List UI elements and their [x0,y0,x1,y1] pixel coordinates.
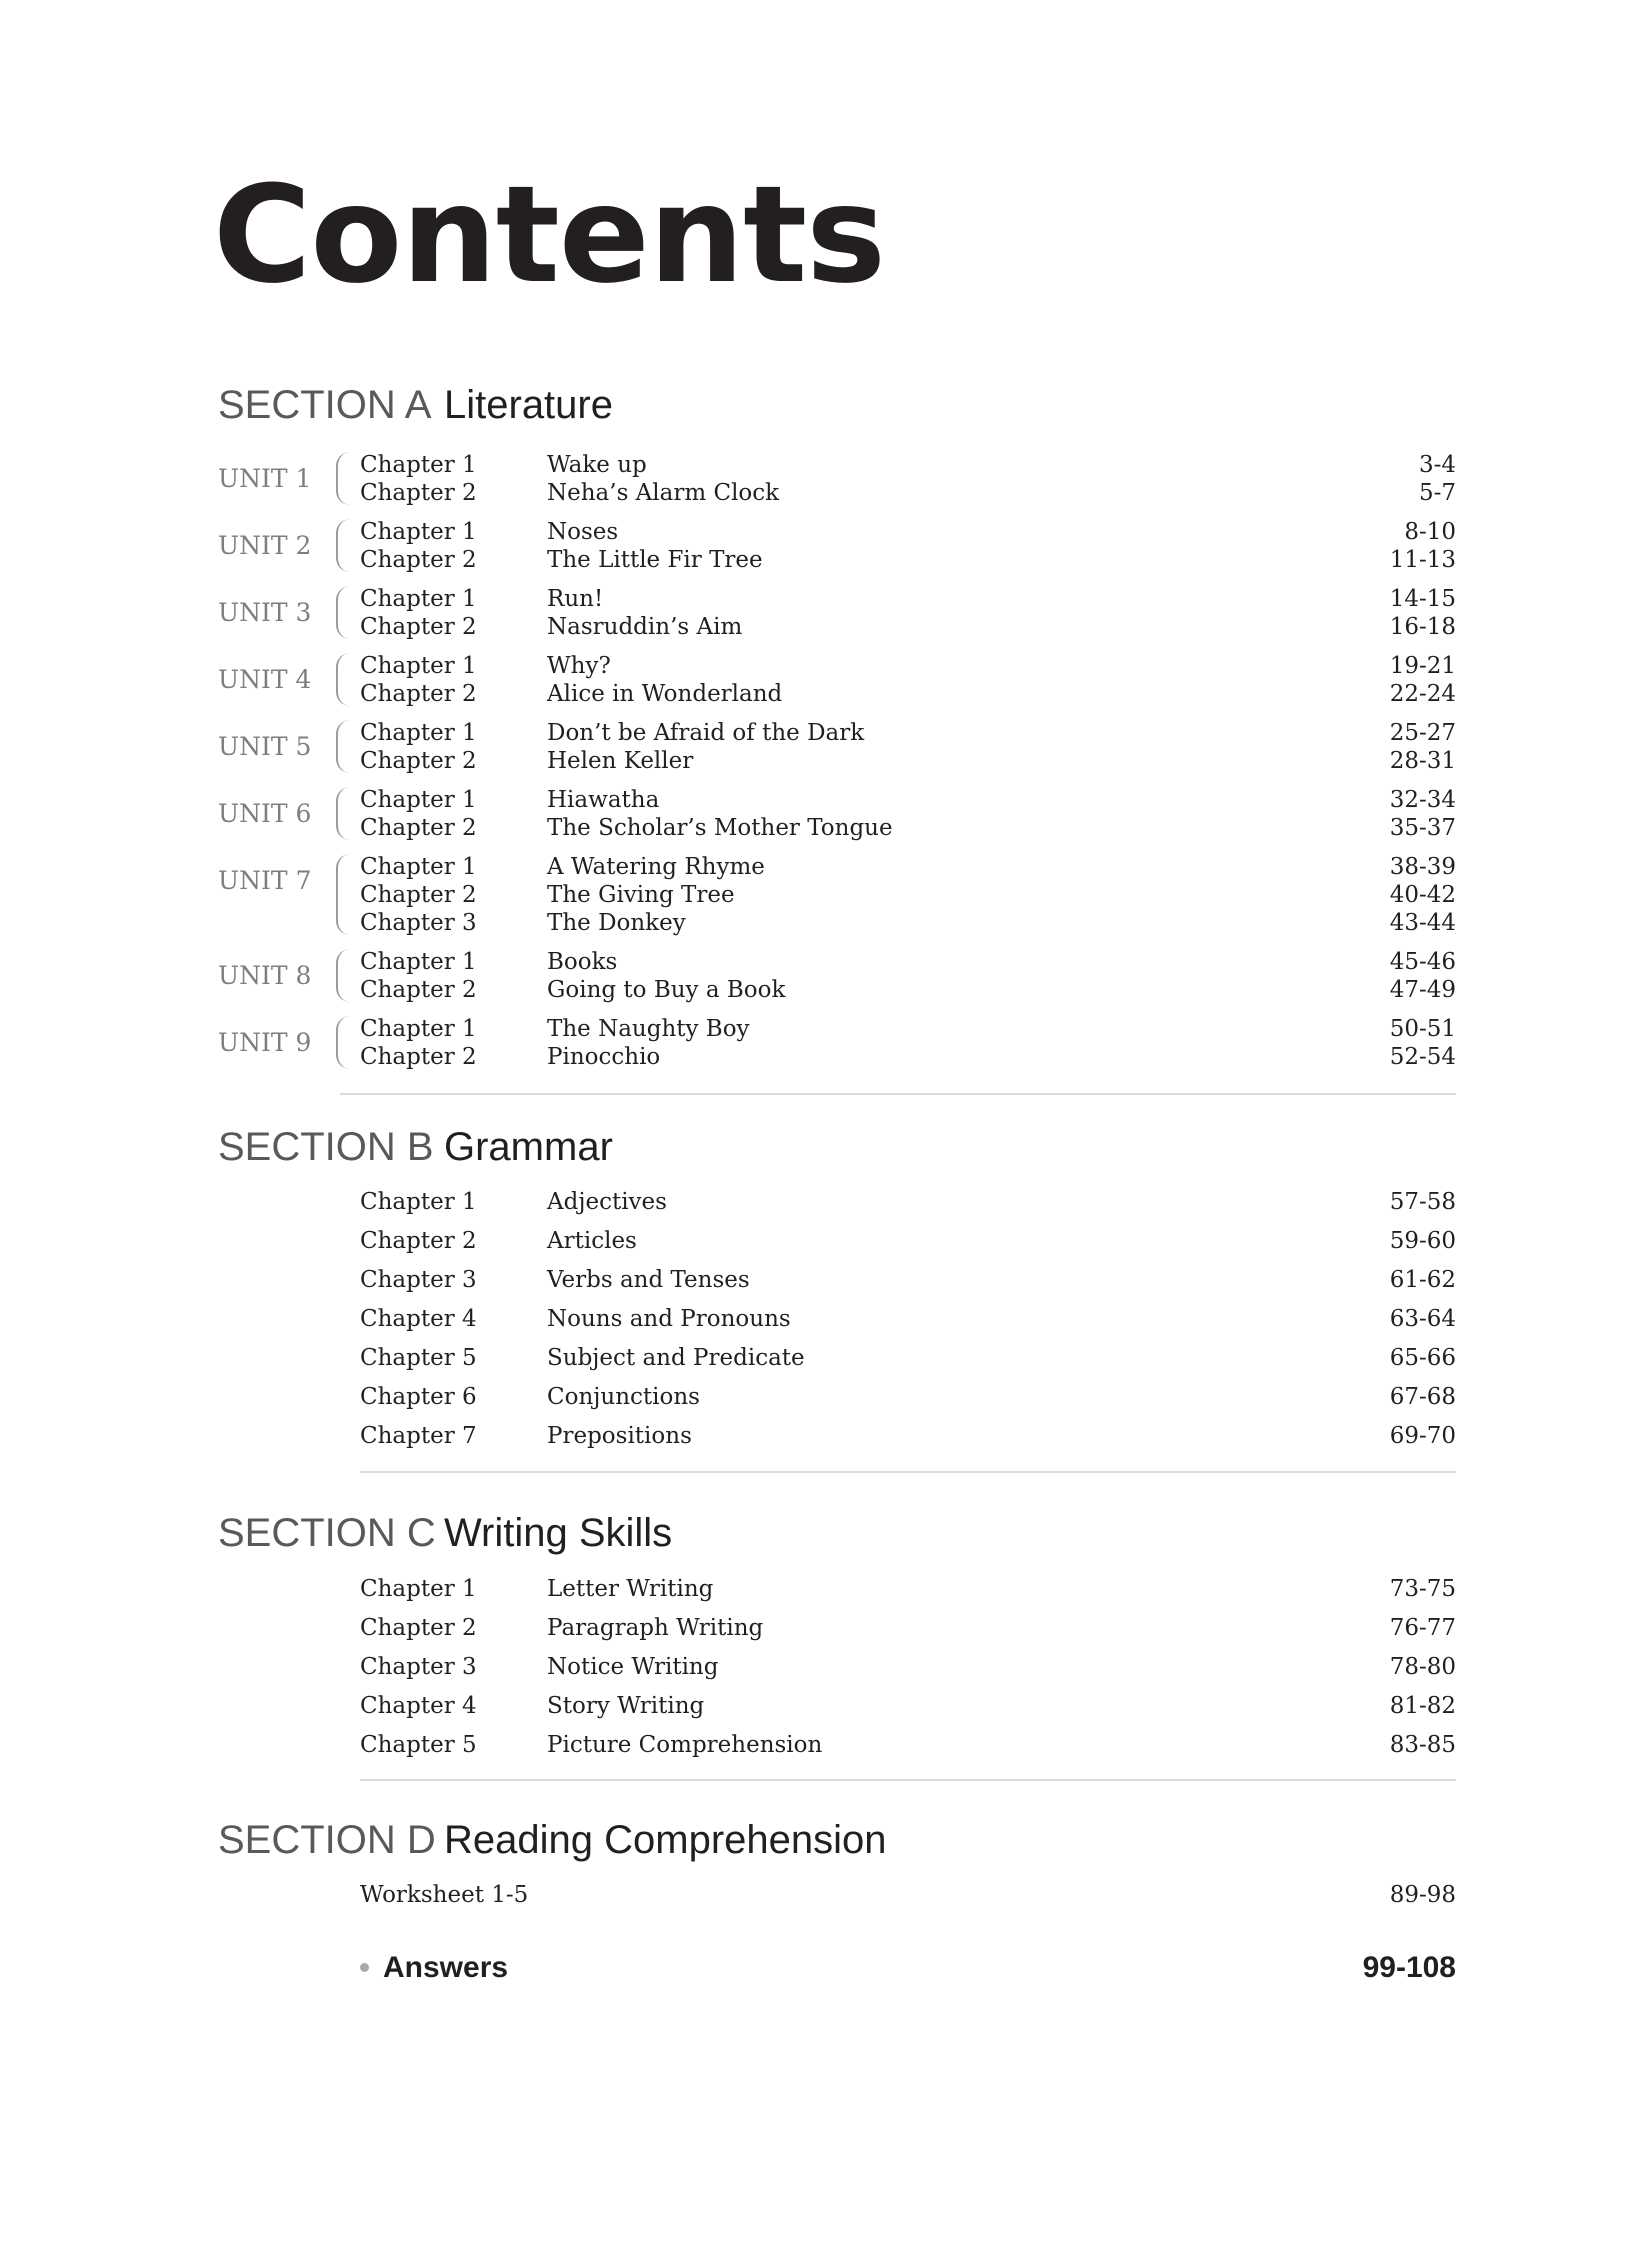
chapter-title: The Donkey [547,910,686,936]
chapter-title: Books [547,949,618,975]
chapter-title: Verbs and Tenses [547,1267,750,1293]
page-range: 63-64 [1389,1306,1456,1332]
page-range: 78-80 [1389,1654,1456,1680]
unit-brace [336,720,356,773]
page-range: 14-15 [1389,586,1456,612]
page-range: 83-85 [1389,1732,1456,1758]
chapter-number: Chapter 1 [360,653,477,679]
page-range: 76-77 [1389,1615,1456,1641]
toc-row [360,948,1456,976]
section-label: SECTION D [218,1818,436,1862]
chapter-title: Nasruddin’s Aim [547,614,743,640]
chapter-title: Helen Keller [547,748,694,774]
chapter-number: Chapter 2 [360,1044,477,1070]
toc-row [360,814,1456,842]
page-range: 19-21 [1389,653,1456,679]
chapter-title: The Little Fir Tree [547,547,763,573]
answers-page-range: 99-108 [1362,1951,1456,1984]
section-name: Grammar [444,1125,613,1169]
unit-label: UNIT 9 [218,1028,312,1057]
unit-label: UNIT 3 [218,598,312,627]
section-divider [360,1471,1456,1473]
page-range: 32-34 [1389,787,1456,813]
unit-label: UNIT 4 [218,665,312,694]
chapter-number: Chapter 2 [360,681,477,707]
unit-label: UNIT 6 [218,799,312,828]
chapter-title: Pinocchio [547,1044,661,1070]
unit-label: UNIT 8 [218,961,312,990]
toc-row [360,585,1456,613]
chapter-title: Why? [547,653,611,679]
chapter-title: Subject and Predicate [547,1345,805,1371]
page-range: 47-49 [1389,977,1456,1003]
toc-row [360,479,1456,507]
chapter-title: Conjunctions [547,1384,700,1410]
chapter-number: Chapter 1 [360,787,477,813]
toc-row [360,1731,1456,1759]
unit-label: UNIT 1 [218,464,312,493]
chapter-number: Chapter 6 [360,1384,477,1410]
chapter-title: Going to Buy a Book [547,977,786,1003]
toc-row [360,451,1456,479]
chapter-number: Chapter 1 [360,452,477,478]
toc-row [360,1227,1456,1255]
page-range: 45-46 [1389,949,1456,975]
page-range: 35-37 [1389,815,1456,841]
chapter-number: Chapter 2 [360,1228,477,1254]
page-range: 3-4 [1418,452,1456,478]
section-c-heading [218,1506,672,1560]
chapter-number: Chapter 2 [360,882,477,908]
chapter-number: Chapter 2 [360,547,477,573]
chapter-number: Chapter 1 [360,720,477,746]
toc-row [360,1614,1456,1642]
page-range: 16-18 [1389,614,1456,640]
page-range: 22-24 [1389,681,1456,707]
unit-brace [336,854,356,935]
chapter-number: Chapter 2 [360,815,477,841]
page-range: 43-44 [1389,910,1456,936]
chapter-number: Chapter 5 [360,1345,477,1371]
section-label: SECTION A [218,383,432,427]
chapter-number: Chapter 2 [360,614,477,640]
worksheet-label: Worksheet 1-5 [360,1882,529,1908]
section-name: Writing Skills [444,1511,673,1555]
unit-brace [336,586,356,639]
page-range: 28-31 [1389,748,1456,774]
toc-row [360,680,1456,708]
page-range: 67-68 [1389,1384,1456,1410]
chapter-title: Noses [547,519,619,545]
toc-row [360,1881,1456,1909]
chapter-number: Chapter 2 [360,1615,477,1641]
page-range: 52-54 [1389,1044,1456,1070]
unit-brace [336,949,356,1002]
chapter-number: Chapter 1 [360,1576,477,1602]
chapter-number: Chapter 2 [360,977,477,1003]
toc-row [360,1383,1456,1411]
page-range: 50-51 [1389,1016,1456,1042]
toc-row [360,1692,1456,1720]
unit-label: UNIT 2 [218,531,312,560]
page-range: 40-42 [1389,882,1456,908]
section-divider [360,1779,1456,1781]
chapter-number: Chapter 3 [360,1267,477,1293]
chapter-title: Wake up [547,452,647,478]
page-range: 81-82 [1389,1693,1456,1719]
chapter-title: Story Writing [547,1693,705,1719]
chapter-number: Chapter 2 [360,480,477,506]
toc-row [360,1188,1456,1216]
chapter-title: Neha’s Alarm Clock [547,480,780,506]
page-range: 38-39 [1389,854,1456,880]
unit-brace [336,787,356,840]
unit-label: UNIT 5 [218,732,312,761]
chapter-title: Don’t be Afraid of the Dark [547,720,865,746]
page-title: Contents [213,157,885,313]
answers-label: Answers [383,1951,509,1984]
chapter-number: Chapter 2 [360,748,477,774]
chapter-title: Adjectives [547,1189,667,1215]
section-d-heading [218,1813,887,1867]
chapter-title: Run! [547,586,604,612]
page-range: 65-66 [1389,1345,1456,1371]
chapter-number: Chapter 1 [360,1189,477,1215]
toc-row [360,1043,1456,1071]
chapter-title: Picture Comprehension [547,1732,823,1758]
chapter-title: Nouns and Pronouns [547,1306,791,1332]
toc-row [360,976,1456,1004]
section-divider [340,1093,1456,1095]
page-range: 25-27 [1389,720,1456,746]
chapter-number: Chapter 4 [360,1693,477,1719]
chapter-number: Chapter 5 [360,1732,477,1758]
section-label: SECTION B [218,1125,434,1169]
chapter-number: Chapter 4 [360,1306,477,1332]
chapter-title: Prepositions [547,1423,692,1449]
toc-row [360,652,1456,680]
chapter-title: Hiawatha [547,787,660,813]
chapter-number: Chapter 3 [360,1654,477,1680]
unit-brace [336,1016,356,1069]
page-range: 11-13 [1389,547,1456,573]
page-range: 73-75 [1389,1576,1456,1602]
page-range: 57-58 [1389,1189,1456,1215]
toc-row [360,1344,1456,1372]
section-label: SECTION C [218,1511,436,1555]
section-b-heading [218,1120,613,1174]
chapter-title: Letter Writing [547,1576,714,1602]
toc-row [360,786,1456,814]
chapter-number: Chapter 1 [360,854,477,880]
toc-row [360,1422,1456,1450]
toc-row [360,881,1456,909]
chapter-title: Articles [547,1228,637,1254]
chapter-number: Chapter 7 [360,1423,477,1449]
chapter-title: Notice Writing [547,1654,719,1680]
unit-label: UNIT 7 [218,866,312,895]
unit-brace [336,653,356,706]
toc-row [360,546,1456,574]
section-a-heading [218,378,613,432]
toc-row [360,1653,1456,1681]
answers-row [360,1948,1456,1988]
page-range: 69-70 [1389,1423,1456,1449]
chapter-number: Chapter 1 [360,1016,477,1042]
chapter-title: Alice in Wonderland [547,681,783,707]
chapter-number: Chapter 1 [360,586,477,612]
section-name: Literature [444,383,613,427]
chapter-title: A Watering Rhyme [547,854,765,880]
chapter-number: Chapter 1 [360,949,477,975]
page-range: 59-60 [1389,1228,1456,1254]
chapter-title: The Naughty Boy [547,1016,750,1042]
chapter-number: Chapter 1 [360,519,477,545]
section-name: Reading Comprehension [444,1818,887,1862]
toc-row [360,1266,1456,1294]
chapter-title: The Giving Tree [547,882,735,908]
toc-row [360,613,1456,641]
chapter-title: The Scholar’s Mother Tongue [547,815,893,841]
unit-brace [336,519,356,572]
chapter-title: Paragraph Writing [547,1615,764,1641]
toc-row [360,1015,1456,1043]
toc-row [360,1575,1456,1603]
toc-row [360,518,1456,546]
toc-row [360,747,1456,775]
toc-row [360,1305,1456,1333]
unit-brace [336,452,356,505]
toc-row [360,853,1456,881]
page-range: 5-7 [1418,480,1456,506]
toc-row [360,719,1456,747]
page-range: 61-62 [1389,1267,1456,1293]
page-range: 8-10 [1404,519,1456,545]
toc-row [360,909,1456,937]
bullet-icon [360,1963,369,1972]
chapter-number: Chapter 3 [360,910,477,936]
page-range: 89-98 [1389,1882,1456,1908]
